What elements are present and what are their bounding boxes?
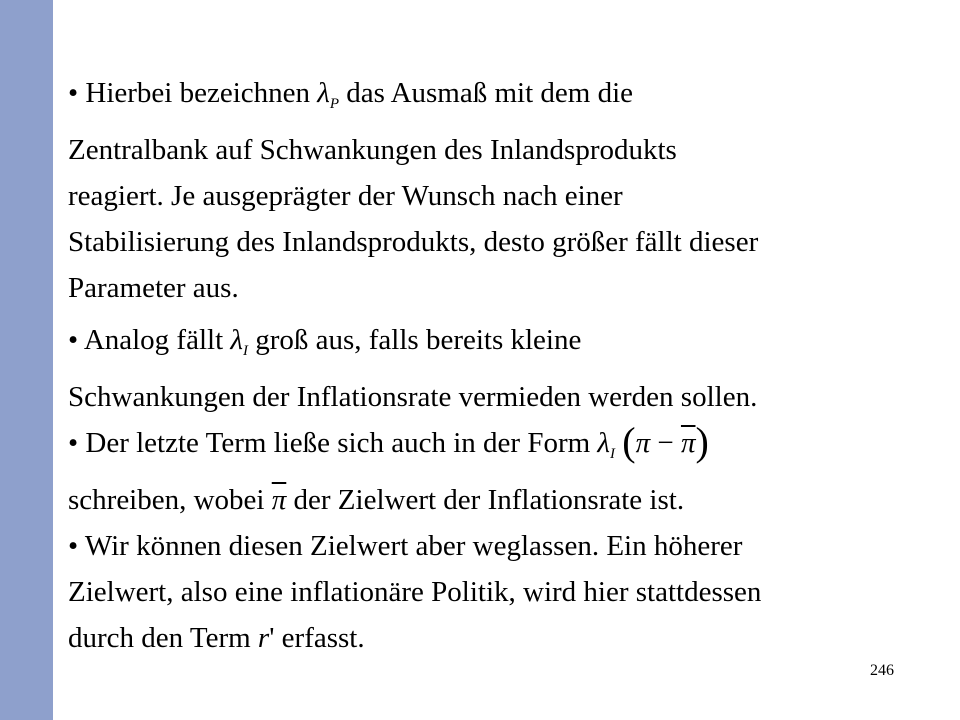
p4-line2: Zielwert, also eine inflationäre Politik, wird hier stattdessen [68,576,762,608]
lambda-symbol: λ [317,77,330,109]
minus-sign: − [650,427,681,459]
p3-line2-before: schreiben, wobei [68,484,272,516]
close-paren: ) [695,419,709,464]
pi-bar-symbol: $\overline{\pi}$ [680,427,696,459]
bullet-marker: • [68,427,79,459]
p1-text-before: Hierbei bezeichnen [85,77,318,109]
p1-line1-after: das Ausmaß mit dem die [339,77,634,109]
p2-line1-after: groß aus, falls bereits kleine [247,324,582,356]
p2-line2: Schwankungen der Inflationsrate vermieden werden sollen. [68,381,758,413]
p1-line5: Parameter aus. [68,272,239,304]
lambda-subscript: I [609,446,615,462]
bullet-marker: • [68,324,79,356]
bullet-marker: • [68,530,79,562]
p4-line1: Wir können diesen Zielwert aber weglassen. Ein höherer [84,530,743,562]
pi-symbol: π [635,427,651,459]
p3-line2-after: der Zielwert der Inflationsrate ist. [293,484,685,516]
p1-line4: Stabilisierung des Inlandsprodukts, desto größer fällt dieser [68,226,759,258]
slide-body [68,70,928,667]
r-symbol: r [257,622,270,654]
lambda-subscript: I [242,343,248,359]
p1-line2: Zentralbank auf Schwankungen des Inlandsprodukts [68,134,677,166]
p1-line3: reagiert. Je ausgeprägter der Wunsch nach einer [68,180,623,212]
lambda-symbol: λ [597,427,610,459]
lambda-subscript: P [329,96,340,112]
bullet-paragraph-4 [68,523,928,661]
slide-sidebar-bar [0,0,53,720]
lambda-symbol: λ [230,324,243,356]
bullet-paragraph-1 [68,70,928,311]
open-paren: ( [622,419,636,464]
bullet-marker: • [68,77,79,109]
bullet-paragraph-3 [68,420,928,523]
bullet-paragraph-2 [68,317,928,420]
p3-text-before: Der letzte Term ließe sich auch in der Form [85,427,598,459]
p4-line3-after: ' erfasst. [269,622,365,654]
p4-line3-before: durch den Term [68,622,258,654]
pi-bar-symbol: $\overline{\pi}$ [271,484,287,516]
p2-text-before: Analog fällt [83,324,231,356]
page-number: 246 [870,662,894,679]
